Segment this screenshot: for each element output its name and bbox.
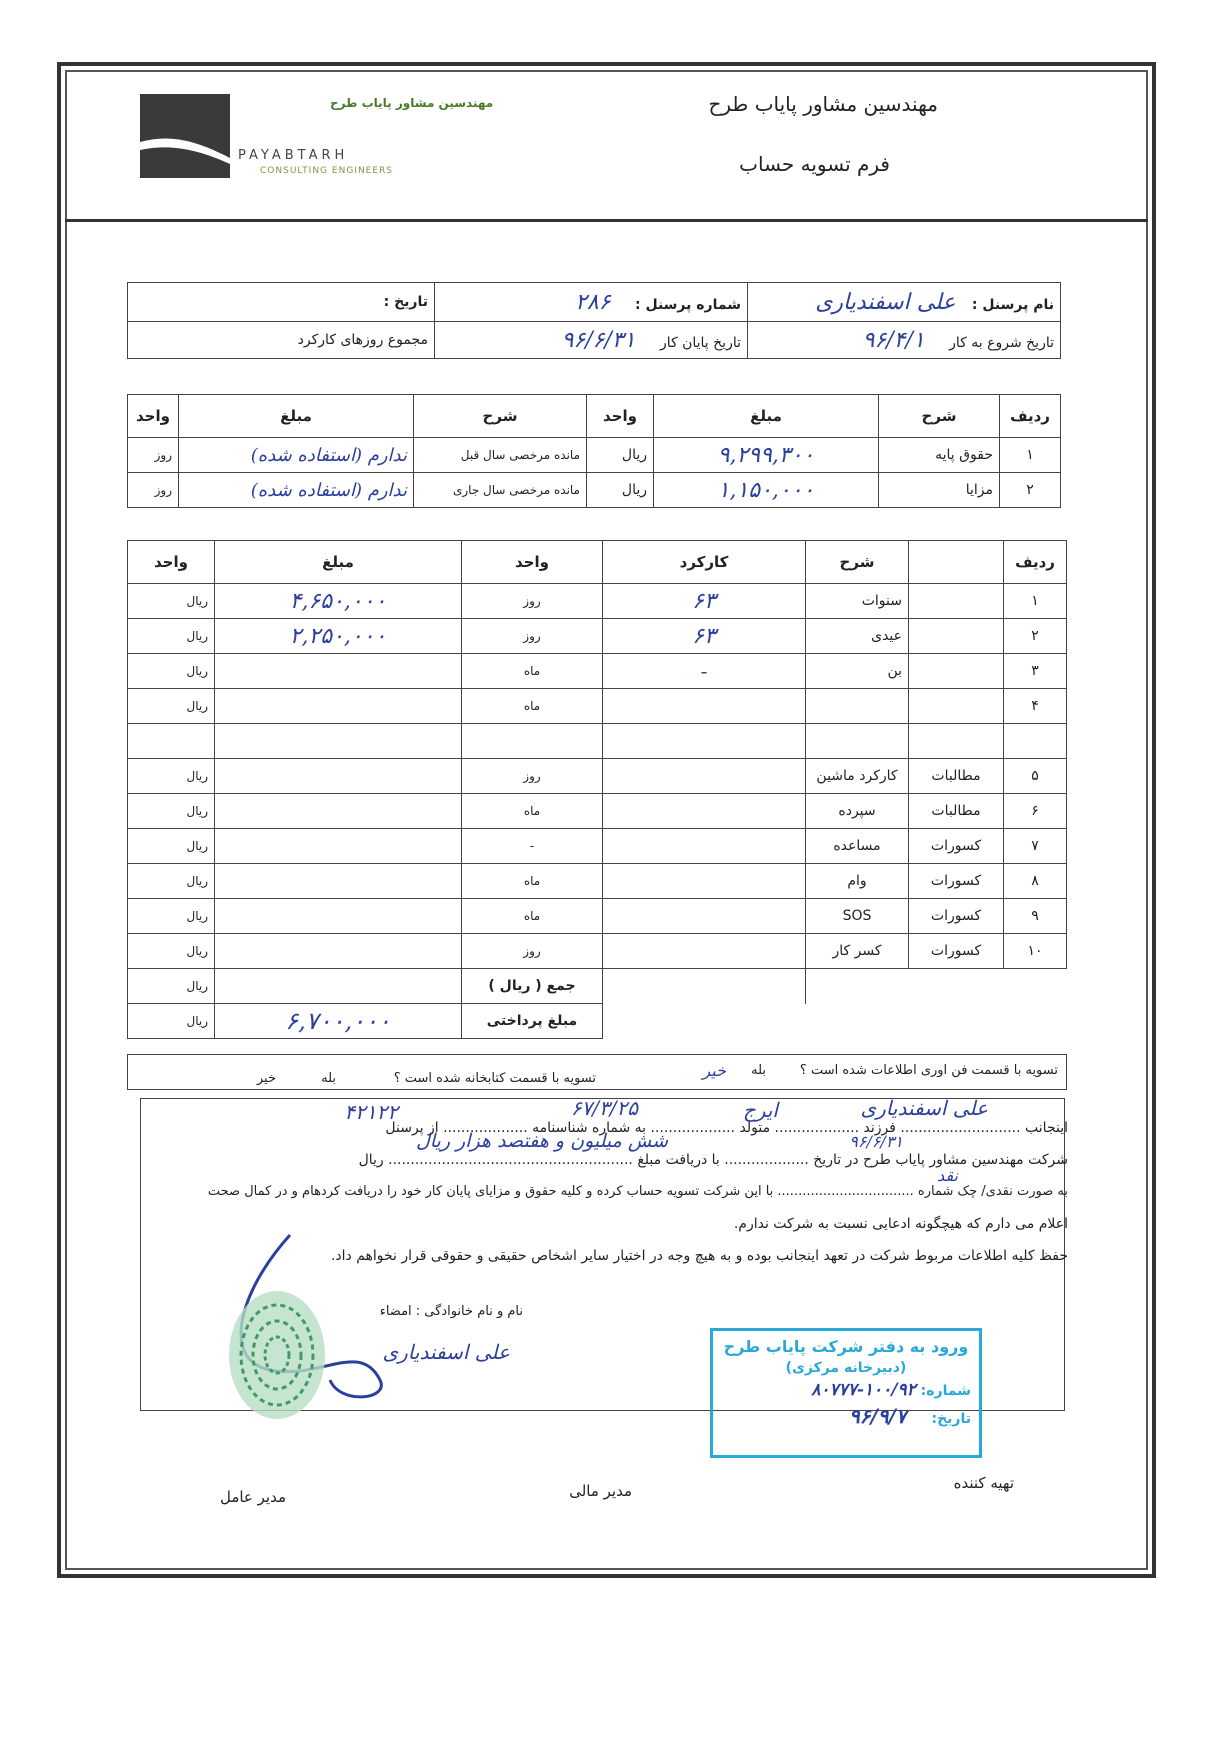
table-cell: کسر کار: [806, 934, 909, 969]
table-cell: -: [603, 654, 806, 689]
table-cell: کسورات: [909, 899, 1004, 934]
table-cell: SOS: [806, 899, 909, 934]
table-cell: ۳: [1004, 654, 1067, 689]
table-cell: [603, 829, 806, 864]
logo-subtitle: CONSULTING ENGINEERS: [260, 166, 394, 176]
sum-row: [128, 969, 1067, 1004]
table-cell: ۷: [1004, 829, 1067, 864]
table-header-cell: واحد: [462, 541, 603, 584]
signature-label: نام و نام خانوادگی : امضاء: [379, 1304, 523, 1319]
table-cell: [215, 654, 462, 689]
table-cell: مانده مرخصی سال جاری: [414, 473, 587, 508]
ceo-label: مدیر عامل: [219, 1488, 286, 1506]
table-cell: ۶۳: [603, 584, 806, 619]
table-cell: ریال: [128, 689, 215, 724]
table-cell: ریال: [128, 934, 215, 969]
library-no-option: خیر: [256, 1071, 276, 1086]
end-date-cell: تاریخ پایان کار ۹۶/۶/۳۱: [435, 322, 748, 359]
table-cell: ۲: [1000, 473, 1061, 508]
table-row: [128, 934, 1067, 969]
table-cell: [603, 794, 806, 829]
table-cell: روز: [128, 473, 179, 508]
table-cell: جمع ( ریال ): [462, 969, 603, 1004]
table-header-cell: شرح: [806, 541, 909, 584]
start-date-cell: تاریخ شروع به کار ۹۶/۴/۱: [748, 322, 1061, 359]
table-header-cell: [909, 541, 1004, 584]
table-cell: [215, 759, 462, 794]
table-cell: حقوق پایه: [879, 438, 1000, 473]
severance-amount: ۴,۶۵۰,۰۰۰: [215, 584, 462, 619]
table-cell: -: [462, 829, 603, 864]
table-row: [128, 654, 1067, 689]
table-cell: ریال: [128, 969, 215, 1004]
table-cell: [215, 724, 462, 759]
form-title: فرم تسویه حساب: [739, 152, 890, 176]
table-cell: ریال: [128, 619, 215, 654]
table-cell: مساعده: [806, 829, 909, 864]
table-cell: [909, 619, 1004, 654]
table-cell: ۸: [1004, 864, 1067, 899]
table-cell: ۹: [1004, 899, 1067, 934]
table-cell: ماه: [462, 689, 603, 724]
col-amount-2: مبلغ: [179, 395, 414, 438]
table-cell: ۴: [1004, 689, 1067, 724]
table-row: [128, 689, 1067, 724]
table-cell: [603, 969, 806, 1004]
office-stamp: ورود به دفتر شرکت پایاب طرح (دبیرخانه مرکزی) شماره: ۱۰۰/۹۲-۸۰۷۷۷ تاریخ: ۹۶/۹/۷: [710, 1328, 982, 1458]
table-cell: روز: [462, 759, 603, 794]
hand-date: ۹۶/۶/۳۱: [849, 1132, 903, 1151]
hand-cash: نقد: [937, 1166, 958, 1185]
table-cell: روز: [462, 584, 603, 619]
table-cell: [215, 934, 462, 969]
tech-yes-option: بله: [751, 1063, 766, 1078]
fingerprint-icon: [225, 1285, 330, 1425]
table-cell: [215, 794, 462, 829]
table-cell: ۶: [1004, 794, 1067, 829]
clearance-checks: تسویه با قسمت فن اوری اطلاعات شده است ؟ بله خیر تسویه با قسمت کتابخانه شده است ؟ بله خیر: [127, 1054, 1067, 1090]
hand-birth: ۶۷/۳/۲۵: [570, 1096, 638, 1120]
table-cell: [806, 689, 909, 724]
table-cell: کارکرد ماشین: [806, 759, 909, 794]
table-cell: [603, 1004, 1067, 1039]
table-cell: روز: [462, 934, 603, 969]
table-cell: [603, 689, 806, 724]
company-name: مهندسین مشاور پایاب طرح: [708, 92, 938, 116]
table-cell: ۱۰: [1004, 934, 1067, 969]
salary-table: [127, 394, 1061, 508]
table-cell: ۵: [1004, 759, 1067, 794]
table-cell: ماه: [462, 654, 603, 689]
table-cell: [909, 584, 1004, 619]
table-cell: [603, 864, 806, 899]
table-cell: مزایا: [879, 473, 1000, 508]
table-row: [128, 759, 1067, 794]
benefits-value: ۱,۱۵۰,۰۰۰: [654, 473, 879, 508]
date-cell: تاریخ :: [128, 283, 435, 322]
table-row: [128, 724, 1067, 759]
table-cell: ریال: [128, 654, 215, 689]
table-cell: [909, 689, 1004, 724]
payable-row: [128, 1004, 1067, 1039]
header-divider: [65, 219, 1148, 222]
personnel-name-value: علی اسفندیاری: [815, 289, 956, 315]
declaration-line-4: اعلام می دارم که هیچگونه ادعایی نسبت به شرکت ندارم.: [733, 1216, 1068, 1232]
payable-amount: ۶,۷۰۰,۰۰۰: [215, 1004, 462, 1039]
table-cell: کسورات: [909, 934, 1004, 969]
table-cell: ماه: [462, 899, 603, 934]
table-cell: ریال: [128, 584, 215, 619]
table-header-cell: واحد: [128, 541, 215, 584]
table-cell: ندارم (استفاده شده): [179, 473, 414, 508]
table-cell: [128, 724, 215, 759]
table-cell: ۲: [1004, 619, 1067, 654]
table-cell: سنوات: [806, 584, 909, 619]
col-desc: شرح: [879, 395, 1000, 438]
table-cell: [909, 654, 1004, 689]
table-cell: بن: [806, 654, 909, 689]
logo-text-fa: مهندسین مشاور پایاب طرح: [330, 96, 494, 110]
table-row: [128, 899, 1067, 934]
table-header-cell: ردیف: [1004, 541, 1067, 584]
table-cell: [462, 724, 603, 759]
declaration-line-3: به صورت نقدی/ چک شماره ................................. با این شرکت تسویه حساب کرده و کلیه حقوق و مزایای پایان کار خود را دریافت کردهام و در کمال صحت: [207, 1184, 1068, 1199]
col-amount: مبلغ: [654, 395, 879, 438]
table-cell: ریال: [128, 1004, 215, 1039]
tech-no-option: خیر: [702, 1061, 726, 1080]
table-cell: [215, 829, 462, 864]
hand-name: علی اسفندیاری: [860, 1096, 988, 1120]
table-cell: کسورات: [909, 829, 1004, 864]
declaration-line-2: شرکت مهندسین مشاور پایاب طرح در تاریخ ................... با دریافت مبلغ ....................................................... ریال: [358, 1152, 1068, 1168]
table-cell: ریال: [128, 759, 215, 794]
signature-value: علی اسفندیاری: [382, 1340, 510, 1364]
table-cell: وام: [806, 864, 909, 899]
personnel-number-cell: شماره پرسنل : ۲۸۶: [435, 283, 748, 322]
table-cell: مطالبات: [909, 794, 1004, 829]
table-cell: ریال: [128, 794, 215, 829]
personnel-info-table: [127, 282, 1061, 359]
table-cell: ریال: [128, 829, 215, 864]
table-cell: [215, 899, 462, 934]
personnel-name-cell: نام پرسنل : علی اسفندیاری: [748, 283, 1061, 322]
table-cell: ندارم (استفاده شده): [179, 438, 414, 473]
table-cell: سپرده: [806, 794, 909, 829]
company-logo: [140, 94, 494, 180]
total-days-cell: مجموع روزهای کارکرد: [128, 322, 435, 359]
table-cell: ۱: [1004, 584, 1067, 619]
hand-father: ایرج: [742, 1098, 778, 1122]
col-unit-2: واحد: [128, 395, 179, 438]
table-row: [128, 864, 1067, 899]
table-cell: کسورات: [909, 864, 1004, 899]
table-row: [128, 619, 1067, 654]
logo-mark-icon: [140, 94, 230, 178]
table-cell: [215, 689, 462, 724]
hand-id-number: ۴۲۱۲۲: [344, 1100, 398, 1124]
table-cell: مانده مرخصی سال قبل: [414, 438, 587, 473]
table-cell: [909, 724, 1004, 759]
table-cell: ریال: [587, 438, 654, 473]
table-cell: ریال: [128, 899, 215, 934]
table-cell: ۶۳: [603, 619, 806, 654]
table-cell: ماه: [462, 794, 603, 829]
table-cell: ماه: [462, 864, 603, 899]
col-desc-2: شرح: [414, 395, 587, 438]
table-row: [128, 438, 1061, 473]
table-cell: ریال: [587, 473, 654, 508]
start-date-value: ۹۶/۴/۱: [862, 327, 925, 353]
table-header-cell: کارکرد: [603, 541, 806, 584]
table-cell: [603, 759, 806, 794]
stamp-date: ۹۶/۹/۷: [849, 1404, 907, 1428]
table-cell: عیدی: [806, 619, 909, 654]
bonus-amount: ۲,۲۵۰,۰۰۰: [215, 619, 462, 654]
table-cell: [215, 969, 462, 1004]
table-cell: [603, 899, 806, 934]
table-cell: ۱: [1000, 438, 1061, 473]
table-cell: [215, 864, 462, 899]
stamp-number: ۱۰۰/۹۲-۸۰۷۷۷: [811, 1380, 916, 1400]
table-cell: [806, 969, 1067, 1004]
col-unit: واحد: [587, 395, 654, 438]
table-cell: [806, 724, 909, 759]
table-row: [128, 473, 1061, 508]
table-cell: روز: [128, 438, 179, 473]
table-cell: مطالبات: [909, 759, 1004, 794]
end-date-value: ۹۶/۶/۳۱: [561, 327, 636, 353]
prepared-by-label: تهیه کننده: [953, 1474, 1014, 1492]
table-header-cell: مبلغ: [215, 541, 462, 584]
table-cell: [603, 934, 806, 969]
col-row: ردیف: [1000, 395, 1061, 438]
base-salary-value: ۹,۲۹۹,۳۰۰: [654, 438, 879, 473]
table-row: [128, 829, 1067, 864]
table-row: [128, 584, 1067, 619]
finance-manager-label: مدیر مالی: [569, 1482, 632, 1500]
settlement-table: [127, 540, 1067, 1039]
table-cell: [1004, 724, 1067, 759]
table-cell: [603, 724, 806, 759]
hand-amount-words: شش میلیون و هفتصد هزار ریال: [415, 1130, 668, 1152]
table-cell: روز: [462, 619, 603, 654]
library-yes-option: بله: [321, 1071, 336, 1086]
logo-text-en: PAYABTARH: [238, 148, 349, 163]
table-row: [128, 794, 1067, 829]
table-cell: مبلغ پرداختی: [462, 1004, 603, 1039]
declaration-line-1: اینجانب ........................... فرزند ................... متولد ................... به شماره شناسنامه ................... از پرسنل: [385, 1120, 1068, 1136]
table-cell: ریال: [128, 864, 215, 899]
personnel-number-value: ۲۸۶: [575, 289, 611, 315]
declaration-line-5: حفظ کلیه اطلاعات مربوط شرکت در تعهد اینجانب بوده و به هیچ وجه در اختیار سایر اشخاص حقیقی و حقوقی قرار نخواهم داد.: [330, 1248, 1068, 1264]
